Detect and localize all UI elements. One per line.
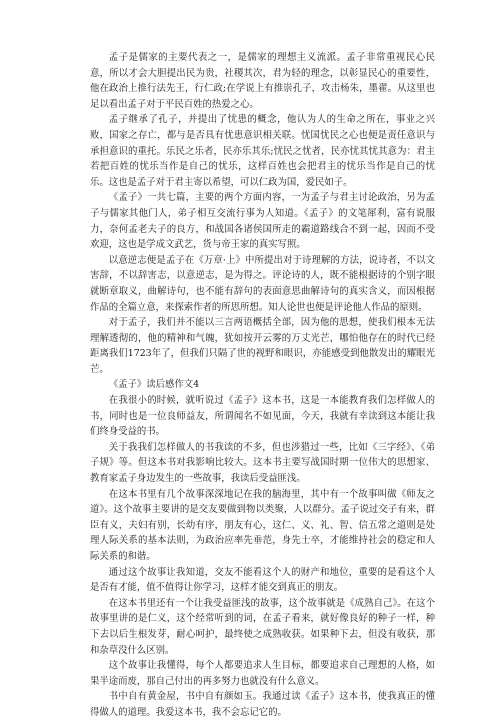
paragraph-3: 《孟子》一共七篇，主要的两个方面内容，一为孟子与君主讨论政治，另为孟子与儒家其他门人，弟子相互交流行事为人知道。《孟子》的文笔犀利，富有说服力，奈何孟老夫子的良方，和战国各诸侯国所走的霸道路线合不到一起，因而不受欢迎，这也是学成文武艺，货与帝王家的真实写照。 xyxy=(90,192,435,251)
paragraph-5: 对于孟子，我们并不能以三言两语概括全部，因为他的思想，使我们根本无法理解透彻的，他的精神和气魄，犹如按开云雾的万丈光芒，哪怕他存在的时代已经距离我们1723年了，但我们只隔了世的视野和眼识，亦能感受到他散发出的耀眼光芒。 xyxy=(90,317,435,375)
paragraph-8: 在这本书里有几个故事深深地记在我的脑海里，其中有一个故事叫做《师友之道》。这个故事主要讲的是交友要做到物以类聚，人以群分。孟子说过交子有来，群臣有义，夫妇有别，长幼有序，朋友有心，这仁、义、礼、智、信五常之道则是处理人际关系的基本法则，为政治应率先垂范，身先士卒，才能维持社会的稳定和人际关系的和谐。 xyxy=(90,488,435,562)
paragraph-12: 书中自有黄金屋，书中自有颜如玉。我通过读《孟子》这本书，使我真正的懂得做人的道理。我爱这本书，我不会忘记它的。 xyxy=(90,691,435,718)
paragraph-9: 通过这个故事让我知道，交友不能看这个人的财产和地位，重要的是看这个人是否有才能，值不值得让你学习，这样才能交到真正的朋友。 xyxy=(90,566,435,594)
section-heading: 《孟子》读后感作文4 xyxy=(108,379,200,391)
paragraph-1: 孟子是儒家的主要代表之一，是儒家的理想主义流派。孟子非常重视民心民意，所以才会大胆提出民为贵，社稷其次，君为轻的理念，以彰显民心的重要性，他在政治上推行法先王，行仁政;在学说上有推崇孔子，攻击杨朱，墨翟。从这里也足以看出孟子对于平民百姓的热爱之心。 xyxy=(90,52,435,110)
paragraph-2: 孟子继承了孔子，并提出了忧患的概念，他认为人的生命之所在，事业之兴败，国家之存亡，都与是否具有忧患意识相关联。忧国忧民之心也便是责任意识与承担意识的重托。乐民之乐者，民亦乐其乐;忧民之忧者，民亦忧其忧其意为：君主若把百姓的忧乐当作是自己的忧乐，这样百姓也会把君主的忧乐当作是自己的忧乐。这也是孟子对于君主寄以希望，可以仁政为国，爱民如子。 xyxy=(90,114,435,188)
paragraph-6: 在我很小的时候，就听说过《孟子》这本书，这是一本能教育我们怎样做人的书，同时也是一位良师益友，所谓闻名不如见面，今天，我就有幸读到这本能让我们终身受益的书。 xyxy=(90,395,435,438)
paragraph-7: 关于我我们怎样做人的书我读的不多，但也涉猎过一些，比如《三字经》、《弟子规》等。但这本书对我影响比较大。这本书主要写战国时期一位伟大的思想家、教育家孟子身边发生的一些故事，我读后受益匪浅。 xyxy=(90,441,435,485)
paragraph-4: 以意逆志便是孟子在《万章·上》中所提出对于诗理解的方法，说诗者，不以文害辞，不以辞害志，以意逆志，是为得之。评论诗的人，既不能根据诗的个别字眼就断章取义，曲解诗句，也不能有辞句的表面意思曲解诗句的真实含义，而因根据作品的全篇立意，来探索作者的所思所想。知人论世也便是评论他人作品的原则。 xyxy=(90,254,435,313)
paragraph-10: 在这本书里还有一个让我受益匪浅的故事，这个故事就是《成熟自己》。在这个故事里讲的是仁义，这个经常听到的词，在孟子看来，就好像良好的种子一样，种下去以后生根发芽，耐心呵护，最终使之成熟收获。如果种下去，但没有收获，那和杂草没什么区别。 xyxy=(90,597,435,656)
paragraph-11: 这个故事让我懂得，每个人都要追求人生目标，都要追求自己理想的人格，如果半途而废，那自己付出的再多努力也就没有什么意义。 xyxy=(90,660,435,687)
